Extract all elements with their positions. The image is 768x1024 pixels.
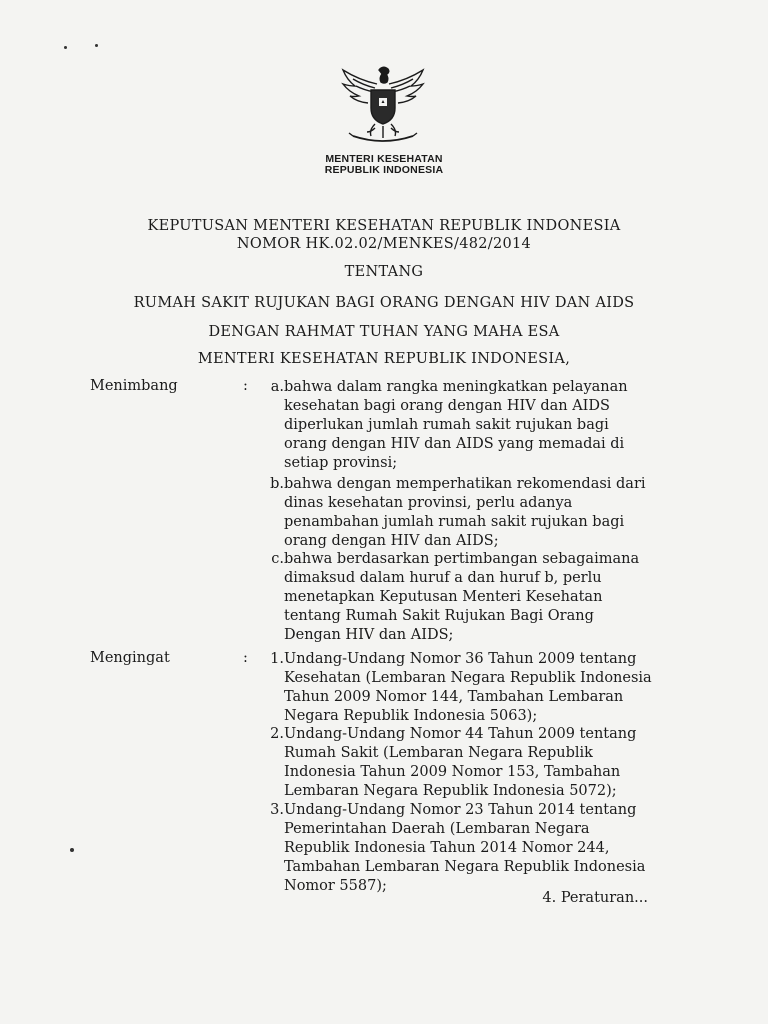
menimbang-item xyxy=(262,550,662,645)
continuation-marker: 4. Peraturan... xyxy=(542,890,648,906)
decree-title: KEPUTUSAN MENTERI KESEHATAN REPUBLIK INDONESIA xyxy=(147,218,621,234)
item-line: bahwa dalam rangka meningkatkan pelayanan xyxy=(284,379,628,395)
institution-line-1: MENTERI KESEHATAN xyxy=(325,153,443,165)
item-marker: 3. xyxy=(270,802,284,818)
item-line: Tahun 2009 Nomor 144, Tambahan Lembaran xyxy=(284,689,624,705)
decree-number: NOMOR HK.02.02/MENKES/482/2014 xyxy=(236,236,532,252)
mengingat-colon: : xyxy=(243,650,248,666)
item-marker: b. xyxy=(270,476,284,492)
menimbang-colon: : xyxy=(243,378,248,394)
item-line: Undang-Undang Nomor 44 Tahun 2009 tentang xyxy=(284,726,637,742)
item-line: dimaksud dalam huruf a dan huruf b, perlu xyxy=(284,570,602,586)
garuda-emblem-icon xyxy=(335,62,431,146)
item-line: bahwa berdasarkan pertimbangan sebagaimana xyxy=(284,551,640,567)
mengingat-label: Mengingat xyxy=(90,650,170,666)
item-line: Lembaran Negara Republik Indonesia 5072); xyxy=(284,783,617,799)
menimbang-item xyxy=(262,378,662,473)
item-line: Negara Republik Indonesia 5063); xyxy=(284,708,538,724)
item-line: setiap provinsi; xyxy=(284,455,398,471)
institution-name xyxy=(300,154,468,176)
item-line: Nomor 5587); xyxy=(284,878,387,894)
scan-speck xyxy=(64,46,67,49)
item-marker: a. xyxy=(270,379,284,395)
item-line: Kesehatan (Lembaran Negara Republik Indonesia xyxy=(284,670,652,686)
scan-speck xyxy=(70,848,74,852)
item-line: bahwa dengan memperhatikan rekomendasi dari xyxy=(284,476,646,492)
item-line: orang dengan HIV dan AIDS; xyxy=(284,533,499,549)
menimbang-label: Menimbang xyxy=(90,378,178,394)
item-line: kesehatan bagi orang dengan HIV dan AIDS xyxy=(284,398,610,414)
item-line: orang dengan HIV dan AIDS yang memadai di xyxy=(284,436,625,452)
menimbang-item xyxy=(262,475,662,551)
item-line: menetapkan Keputusan Menteri Kesehatan xyxy=(284,589,603,605)
mengingat-item xyxy=(262,650,662,726)
item-line: Indonesia Tahun 2009 Nomor 153, Tambahan xyxy=(284,764,621,780)
scan-speck xyxy=(95,44,98,47)
item-line: Republik Indonesia Tahun 2014 Nomor 244, xyxy=(284,840,610,856)
decree-authority: MENTERI KESEHATAN REPUBLIK INDONESIA, xyxy=(197,351,571,367)
item-line: Undang-Undang Nomor 36 Tahun 2009 tentang xyxy=(284,651,637,667)
item-line: penambahan jumlah rumah sakit rujukan bagi xyxy=(284,514,625,530)
institution-line-2: REPUBLIK INDONESIA xyxy=(324,164,444,176)
item-line: Rumah Sakit (Lembaran Negara Republik xyxy=(284,745,593,761)
mengingat-item xyxy=(262,725,662,801)
item-marker: 2. xyxy=(270,726,284,742)
decree-invocation: DENGAN RAHMAT TUHAN YANG MAHA ESA xyxy=(208,324,560,340)
decree-subject: RUMAH SAKIT RUJUKAN BAGI ORANG DENGAN HIV DAN AIDS xyxy=(133,295,635,311)
item-marker: 1. xyxy=(270,651,284,667)
item-line: Dengan HIV dan AIDS; xyxy=(284,627,454,643)
item-line: diperlukan jumlah rumah sakit rujukan bagi xyxy=(284,417,609,433)
item-line: Tambahan Lembaran Negara Republik Indonesia xyxy=(284,859,646,875)
item-line: dinas kesehatan provinsi, perlu adanya xyxy=(284,495,573,511)
item-line: Undang-Undang Nomor 23 Tahun 2014 tentang xyxy=(284,802,637,818)
mengingat-item xyxy=(262,801,662,896)
decree-about: TENTANG xyxy=(344,264,424,280)
item-line: Pemerintahan Daerah (Lembaran Negara xyxy=(284,821,590,837)
item-marker: c. xyxy=(271,551,284,567)
item-line: tentang Rumah Sakit Rujukan Bagi Orang xyxy=(284,608,594,624)
